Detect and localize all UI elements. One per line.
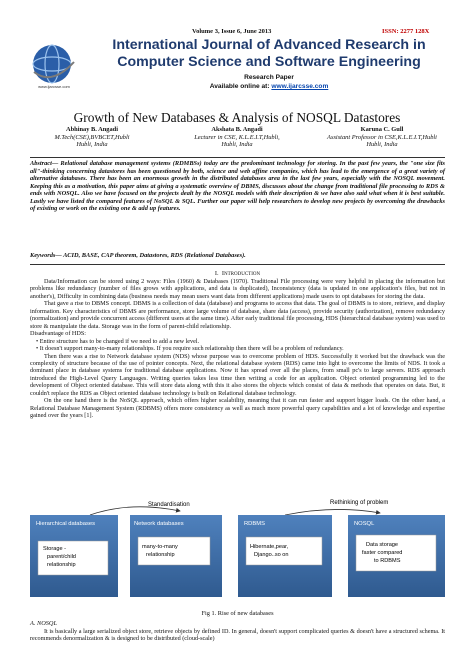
paragraph: On the one hand there is the NoSQL approach, which offers higher scalability, meaning that it can run faster and support bigger loads. On the other hand, a Relational Database Management System (RDBMS) offers more consistency as well as much more powerful query capabilities and a lot of knowledge and expertise gained over the years [1]. — [30, 397, 445, 420]
figure-caption: Fig 1. Rise of new databases — [201, 610, 274, 617]
author-location: Hubli, India — [76, 141, 108, 149]
paragraph: Data/Information can be stored using 2 ways: Files (1960) & Databases (1970). Traditional File processing were very helpful in placing the information but problems like redundancy (number of files grows with applications, and data is duplicated), Inconsistency (data is updated in one application's files, but not in another's), Difficulty in combining data (business needs may mean users want data from different applications) made users to opt databases for storing the data. — [30, 278, 445, 300]
subsection-heading-nosql: A. NOSQL — [30, 620, 57, 627]
journal-header — [22, 26, 452, 108]
paper-type: Research Paper — [244, 74, 294, 81]
keywords-bottom-rule — [30, 264, 445, 265]
introduction-body — [30, 278, 445, 420]
stage-note-line: Data storage — [366, 542, 399, 548]
stage-note-line: to RDBMS — [374, 558, 401, 564]
database-evolution-diagram — [30, 497, 445, 597]
journal-title — [86, 37, 452, 71]
stage-note-line: relationship — [146, 552, 175, 558]
stage-nosql — [348, 515, 445, 597]
section-heading-introduction — [30, 270, 445, 277]
paragraph: Then there was a rise to Network database system (NDS) whose purpose was to overcome problem of HDS. Successfully it worked but the drawback was the complexity of structure because of the use of pointer concepts. Next, the relational database system (RDS) came into light to overcome the limits of NDS. It took a dominant place in database systems for traditional database applications. Now it has spread over all the places, from small pc's to large servers. RDS approach introduced the High-Level Query Languages. Writing queries takes less time then writing a code for an application. Object oriented programming led to the development of Object oriented database. This will store data along with this it also stores the objects which consist of data & methods that operates on data. But, it couldn't replace the RDS as Object oriented database technology is built on Relational database technology. — [30, 352, 445, 397]
stage-note-line: relationship — [47, 562, 76, 568]
bullet-item: • Entire structure has to be changed if we need to add a new level. — [36, 337, 200, 345]
paper-title: Growth of New Databases & Analysis of NOSQL Datastores — [73, 110, 401, 125]
author-3 — [312, 126, 452, 149]
stage-note-line: Hibernate,pear, — [250, 544, 289, 550]
section-heading-rest: NTRODUCTION — [223, 272, 261, 277]
author-name: Akshata B. Angadi — [211, 126, 263, 133]
section-heading-initial: I — [221, 270, 224, 277]
bullet-item: • It doesn't support many-to-many relationships. If you require such relationship then there will be a problem of redundancy. — [36, 345, 344, 353]
stage-note-line: many-to-many — [142, 544, 178, 550]
author-name: Karuna C. Gull — [360, 126, 404, 133]
stage-note-box — [138, 537, 210, 565]
journal-title-line2: Computer Science and Software Engineering — [117, 54, 421, 70]
author-location: Hubli, India — [366, 141, 398, 149]
stage-network — [130, 515, 222, 597]
journal-title-line1: International Journal of Advanced Research in — [112, 37, 426, 53]
abstract: Abstract— Relational database management systems (RDMBSs) today are the predominant technology for storing. In the past few years, the "one size fits all"-thinking concerning datastores has been questioned by both, science and web affine companies, which has lead to the emergence of a great variety of alternative databases. There has been an enormous growth in the distributed databases area in the last few years, especially with the NOSQL movement. Keeping this as a motivation, this paper aims at giving a systematic overview of DBMS, discusses about the change from traditional file processing to RDS & ends with NOSQL. Also we have focused on the projects dealt by the NOSQL models with their description & we have also said what when it is best suitable. Lastly we have listed the compared features of NoSQL & SQL. Further our paper will help researchers to develop new projects by overcoming the drawbacks of existing or work on the existing one & add up features. — [30, 160, 445, 213]
stage-note-line: faster compared — [362, 550, 403, 556]
figure-rise-of-databases — [30, 497, 445, 597]
keywords: Keywords— ACID, BASE, CAP theorem, Datastores, RDS (Relational Databases). — [30, 252, 246, 259]
available-online — [86, 83, 452, 90]
stage-title: Hierarchical databases — [36, 521, 95, 527]
author-affiliation: M.Tech(CSE),BVBCET,Hubli — [54, 133, 130, 141]
stage-title: Network databases — [134, 521, 184, 527]
stage-rdbms — [238, 515, 332, 597]
paragraph: Disadvantage of HDS: — [30, 330, 87, 338]
author-affiliation: Assistant Professor in CSE,K.L.E.I.T,Hubli — [327, 133, 437, 141]
author-location: Hubli, India — [221, 141, 253, 149]
abstract-top-rule — [30, 157, 445, 158]
author-1 — [22, 126, 162, 149]
author-name: Abhinay B. Angadi — [65, 126, 119, 133]
author-2 — [167, 126, 307, 149]
stage-note-line: Storage - — [43, 546, 67, 552]
stage-note-box — [246, 537, 322, 565]
paragraph: That gave a rise to DBMS concept. DBMS is a collection of data (database) and programs to access that data. The goal of DBMS is to store, retrieve, and display information. Key characteristics of DBMS are performance, store large volume of database, share data (access), provide security (authorization), remove redundancy (normalization) and provide concurrent access (different users at the same time). After early traditional file processing, HDS (hierarchical database system) was used to store & manipulate the data. Storage was in the form of parent-child relationship. — [30, 300, 445, 330]
stage-note-line: parent/child — [47, 554, 76, 560]
stage-title: NOSQL — [354, 521, 375, 527]
stage-note-line: Django..so on — [254, 552, 289, 558]
paragraph: It is basically a large serialized object store, retrieve objects by defined ID. In general, doesn't support complicated queries & doesn't have a structured schema. It recommends denormalization & is designed to be distributed (cloud-scale) — [30, 628, 445, 643]
available-label: Available online at: — [209, 83, 272, 90]
stage-hierarchical — [30, 515, 118, 597]
nosql-body — [30, 628, 445, 643]
section-number: I. — [214, 270, 219, 277]
rethinking-label: Rethinking of problem — [330, 500, 389, 506]
logo-caption: www.ijarcsse.com — [38, 84, 70, 89]
journal-url-link[interactable]: www.ijarcsse.com — [271, 83, 329, 90]
journal-logo-icon — [28, 42, 80, 90]
volume-info: Volume 3, Issue 6, June 2013 — [192, 28, 272, 35]
standardisation-label: Standardisation — [148, 502, 190, 508]
issn: ISSN: 2277 128X — [382, 28, 430, 35]
author-affiliation: Lecturer in CSE, K.L.E.I.T,Hubli, — [194, 133, 280, 141]
author-list — [22, 126, 452, 149]
stage-title: RDBMS — [244, 521, 265, 527]
